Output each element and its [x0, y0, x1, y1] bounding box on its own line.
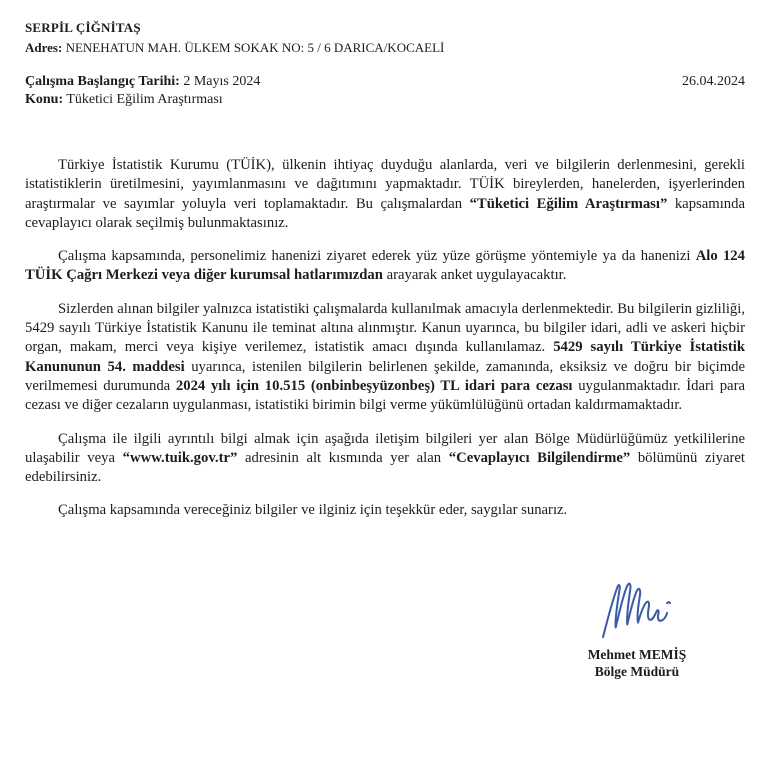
paragraph: [25, 430, 745, 488]
start-date-line: [25, 73, 260, 91]
text-segment: Sizlerden alınan bilgiler yalnızca istatistiki çalışmalarda kullanılmak amacıyla derlenmektedir. Bu bilgilerin gizliliği, 5429 sayılı Türkiye İstatistik Kanunu ile teminat altına alınmıştır. Kanun uyarınca, bu bilgiler idari, adli ve askeri hiçbir organ, makam, merci veya kişiye verilemez, istatistik amacı dışında kullanılamaz.: [25, 300, 745, 356]
letter-body: [25, 156, 745, 521]
text-segment: 2024 yılı için 10.515 (onbinbeşyüzonbeş) TL idari para cezası: [175, 377, 573, 394]
text-segment: 5429 sayılı Türkiye İstatistik Kanununun 54. maddesi: [25, 339, 745, 375]
meta-row: [25, 73, 745, 109]
paragraph: [25, 156, 745, 233]
address-line: [25, 40, 745, 56]
text-segment: Türkiye İstatistik Kurumu (TÜİK), ülkenin ihtiyaç duyduğu alanlarda, veri ve bilgilerin derlenmesini, gerekli istatistiklerin üretilmesini, yayımlanmasını ve dağıtımını yapmaktadır. TÜİK bireylerden, hanelerden, işyerlerinden araştırmalar ve sayımlar yoluyla veri toplamaktadır. Bu çalışmalardan: [25, 157, 745, 212]
text-segment: Alo 124 TÜİK Çağrı Merkezi veya diğer kurumsal hatlarımızdan: [25, 248, 745, 284]
paragraph: [25, 501, 745, 520]
text-segment: uygulanmaktadır. İdari para cezası ve diğer cezaların uygulanması, istatistiki birimin bilgi verme yükümlülüğünü ortadan kaldırmamaktadır.: [25, 377, 745, 414]
start-date-value: 2 Mayıs 2024: [183, 74, 261, 89]
paragraph: [25, 247, 745, 286]
meta-left: [25, 73, 260, 109]
signatory-title: Bölge Müdürü: [594, 663, 680, 679]
recipient-name: SERPİL ÇİĞNİTAŞ: [25, 20, 141, 35]
text-segment: arayarak anket uygulayacaktır.: [382, 267, 567, 284]
text-segment: Çalışma ile ilgili ayrıntılı bilgi almak için aşağıda iletişim bilgileri yer alan Bölge Müdürlüğümüz yetkililerine ulaşabilir veya: [25, 430, 745, 466]
subject-line: [25, 91, 260, 109]
address-label: Adres:: [25, 40, 63, 55]
text-segment: “Cevaplayıcı Bilgilendirme”: [448, 449, 631, 466]
text-segment: uyarınca, istenilen bilgilerin belirlenen şekilde, zamanında, eksiksiz ve doğru bir biçimde verilmemesi durumunda: [25, 358, 745, 394]
letter-date: 26.04.2024: [682, 74, 745, 89]
text-segment: kapsamında cevaplayıcı olarak seçilmiş bulunmaktasınız.: [25, 195, 745, 231]
signature-block: [547, 577, 727, 680]
text-segment: Çalışma kapsamında, personelimiz hanenizi ziyaret ederek yüz yüze görüşme yöntemiyle ya da hanenizi: [58, 248, 696, 265]
subject-label: Konu:: [25, 92, 64, 107]
start-date-label: Çalışma Başlangıç Tarihi:: [25, 74, 180, 89]
text-segment: Çalışma kapsamında vereceğiniz bilgiler ve ilginiz için teşekkür eder, saygılar sunarız.: [58, 502, 568, 519]
text-segment: bölümünü ziyaret edebilirsiniz.: [25, 449, 745, 486]
paragraph: [25, 300, 745, 416]
signatory-name: Mehmet MEMİŞ: [587, 646, 687, 662]
address-value: NENEHATUN MAH. ÜLKEM SOKAK NO: 5 / 6 DARICA/KOCAELİ: [65, 40, 445, 55]
text-segment: “Tüketici Eğilim Araştırması”: [469, 195, 668, 212]
signature-scribble: [597, 577, 677, 641]
text-segment: adresinin alt kısmında yer alan: [237, 449, 449, 466]
text-segment: “www.tuik.gov.tr”: [122, 449, 238, 466]
subject-value: Tüketici Eğilim Araştırması: [66, 92, 223, 107]
